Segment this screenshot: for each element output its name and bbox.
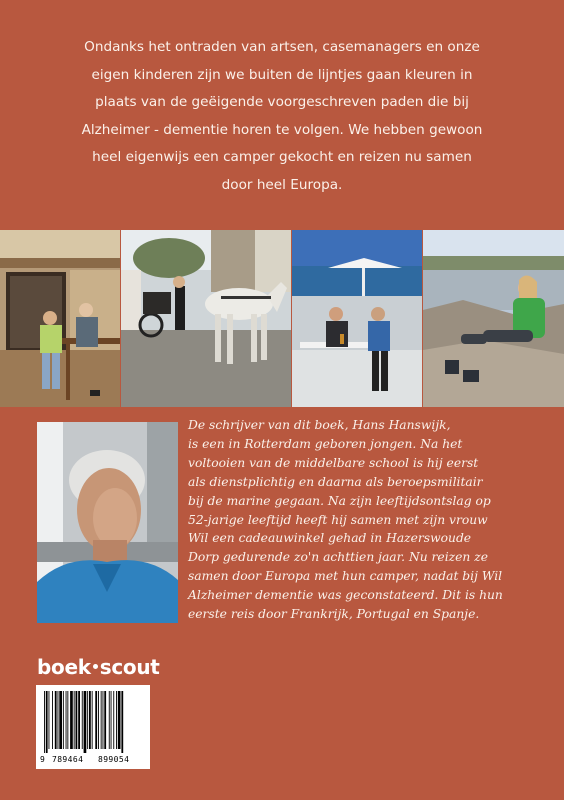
bio-line: is een in Rotterdam geboren jongen. Na het bbox=[188, 436, 463, 451]
bio-line: samen door Europa met hun camper, nadat bij Wil bbox=[188, 569, 503, 584]
bio-line: 52-jarige leeftijd heeft hij samen met zijn vrouw bbox=[188, 512, 488, 527]
barcode-bar bbox=[66, 691, 67, 749]
barcode-bar bbox=[84, 691, 87, 753]
author-bio bbox=[188, 416, 558, 624]
logo-word-boek: boek bbox=[37, 655, 91, 679]
barcode-bar bbox=[109, 691, 110, 749]
blurb-line: door heel Europa. bbox=[221, 176, 343, 193]
photo-strip bbox=[0, 230, 564, 407]
logo-dot bbox=[93, 664, 98, 669]
barcode-bar bbox=[113, 691, 114, 749]
barcode-bars bbox=[44, 691, 144, 753]
blurb-line: eigen kinderen zijn we buiten de lijntjes gaan kleuren in bbox=[91, 66, 473, 83]
barcode-bar bbox=[121, 691, 123, 753]
photo-cafe-terrace bbox=[0, 230, 120, 407]
barcode-bar bbox=[59, 691, 62, 749]
isbn-left-digits: 789464 bbox=[52, 755, 84, 764]
blurb-line: Alzheimer - dementie horen te volgen. We hebben gewoon bbox=[81, 121, 483, 138]
barcode-bar bbox=[49, 691, 50, 749]
bio-line: De schrijver van dit boek, Hans Hanswijk, bbox=[188, 418, 451, 432]
bio-line: voltooien van de middelbare school is hij eerst bbox=[188, 455, 479, 470]
isbn-right-digits: 899054 bbox=[98, 755, 130, 764]
barcode-bar bbox=[98, 691, 99, 749]
bio-line: Wil een cadeauwinkel gehad in Hazerswoude bbox=[188, 531, 472, 546]
barcode-bar bbox=[74, 691, 75, 749]
barcode-bar bbox=[104, 691, 106, 749]
bio-line: bij de marine gegaan. Na zijn leeftijdsontslag op bbox=[188, 493, 491, 508]
barcode-bar bbox=[111, 691, 112, 749]
blurb-text bbox=[58, 34, 506, 199]
barcode-bar bbox=[55, 691, 57, 749]
publisher-logo bbox=[37, 655, 160, 681]
bio-line: als dienstplichtig en daarna als beroepsmilitair bbox=[188, 474, 483, 489]
logo-word-scout: scout bbox=[99, 655, 160, 679]
photo-sea-terrace bbox=[292, 230, 422, 407]
barcode-bar bbox=[118, 691, 121, 749]
bio-line: Alzheimer dementie was geconstateerd. Dit is hun bbox=[188, 588, 503, 603]
photo-rocky-coast bbox=[423, 230, 564, 407]
barcode-bar bbox=[58, 691, 59, 749]
barcode-bar bbox=[46, 691, 48, 753]
barcode-bar bbox=[67, 691, 68, 749]
barcode-bar bbox=[76, 691, 78, 749]
bio-line: eerste reis door Frankrijk, Portugal en Spanje. bbox=[188, 607, 480, 622]
isbn-prefix-digit: 9 bbox=[40, 755, 45, 764]
barcode-bar bbox=[82, 691, 83, 749]
barcode-bar bbox=[89, 691, 91, 749]
barcode-bar bbox=[63, 691, 64, 749]
barcode-bar bbox=[87, 691, 88, 749]
barcode-bar bbox=[92, 691, 93, 749]
blurb-line: plaats van de geëigende voorgeschreven paden die bij bbox=[95, 94, 469, 110]
barcode-bar bbox=[116, 691, 117, 749]
author-photo bbox=[37, 422, 178, 623]
blurb-line: heel eigenwijs een camper gekocht en reizen nu samen bbox=[92, 149, 472, 165]
barcode-bar bbox=[78, 691, 80, 749]
bio-line: Dorp gedurende zo'n achttien jaar. Nu reizen ze bbox=[188, 550, 488, 565]
barcode-bar bbox=[95, 691, 97, 749]
barcode-bar bbox=[52, 691, 53, 749]
barcode-bar bbox=[101, 691, 102, 749]
barcode-bar bbox=[44, 691, 45, 753]
barcode-bar bbox=[103, 691, 104, 749]
blurb-line: Ondanks het ontraden van artsen, casemanagers en onze bbox=[84, 39, 480, 55]
photo-horse-carriage bbox=[121, 230, 291, 407]
barcode-bar bbox=[70, 691, 73, 749]
isbn-barcode bbox=[36, 685, 150, 769]
